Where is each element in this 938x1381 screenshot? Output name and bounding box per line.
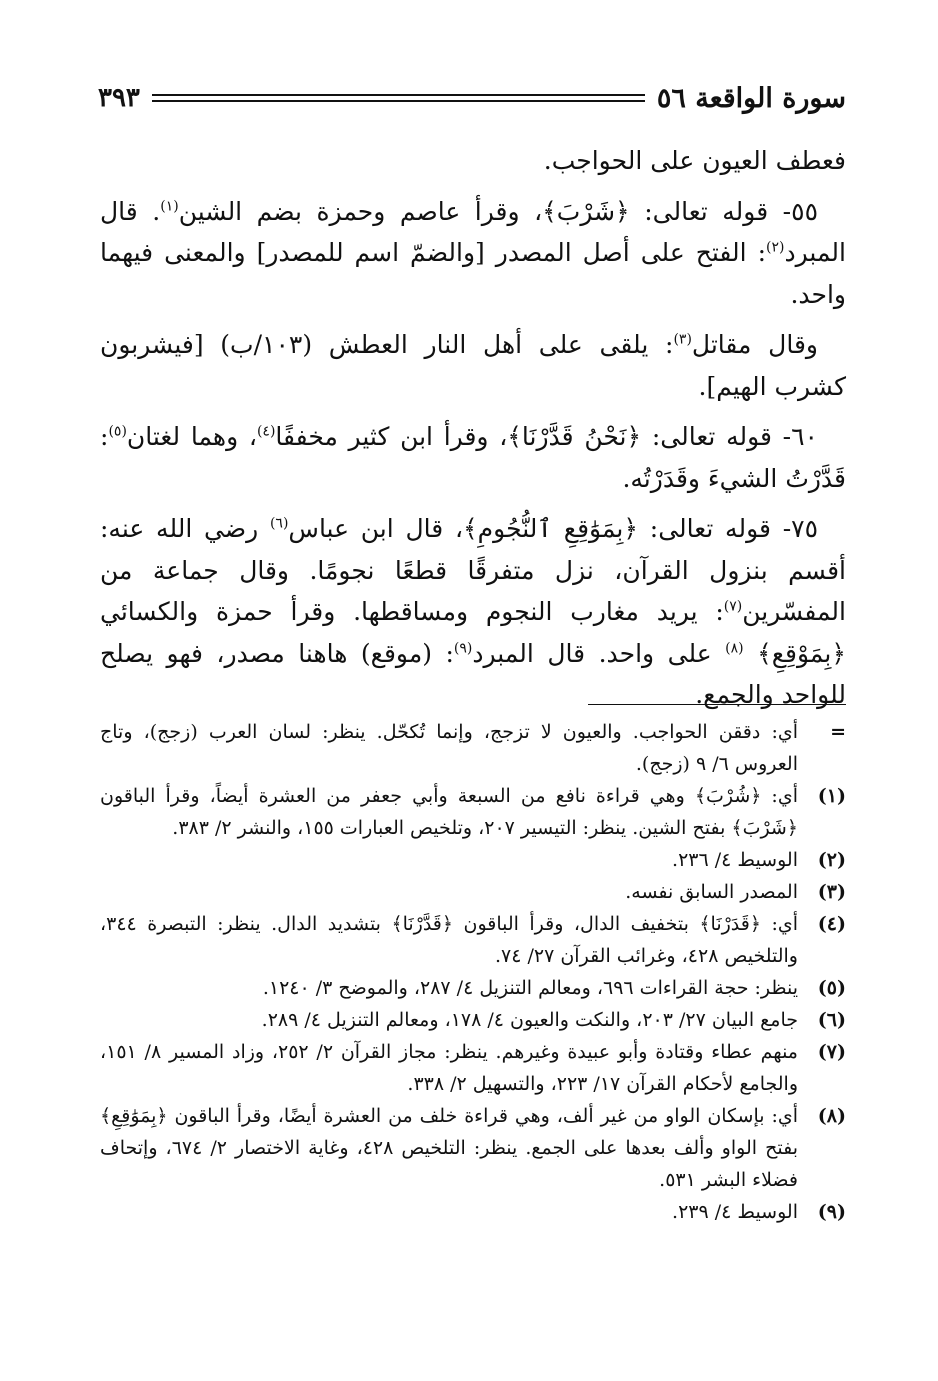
footnote [100, 844, 846, 876]
footnote-marker: = [830, 721, 846, 743]
footnote-marker: (١) [817, 785, 846, 807]
footnote-marker: (٣) [817, 881, 846, 903]
footnote [100, 972, 846, 1004]
footnote-marker: (٤) [817, 913, 846, 935]
footnote-text: الوسيط ٤/ ٢٣٦. [672, 849, 798, 871]
paragraph: ٦٠- قوله تعالى: ﴿نَحْنُ قَدَّرْنَا﴾، وقرأ ابن كثير مخففًا$^{(٤)}$، وهما لغتان$^{(٥)}$: قَدَّرْتُ الشيءَ وقَدَرْتُه. [100, 422, 846, 493]
footnote-text: المصدر السابق نفسه. [625, 881, 798, 903]
footnote [100, 876, 846, 908]
footnote-text: أي: بإسكان الواو من غير ألف، وهي قراءة خلف من العشرة أيضًا، وقرأ الباقون ﴿بِمَوَٰقِعِ﴾ بفتح الواو وألف بعدها على الجمع. ينظر: التلخيص ٤٢٨، وغاية الاختصار ٢/ ٦٧٤، وإتحاف فضلاء البشر ٥٣١. [100, 1105, 798, 1191]
paragraph: فعطف العيون على الحواجب. [543, 146, 846, 175]
footnote-marker: (٩) [817, 1201, 846, 1223]
footnote-text: أي: ﴿قَدَرْنَا﴾ بتخفيف الدال، وقرأ الباقون ﴿قَدَّرْنَا﴾ بتشديد الدال. ينظر: التبصرة ٣٤٤، والتلخيص ٤٢٨، وغرائب القرآن ٢٧/ ٧٤. [100, 913, 798, 967]
footnote-marker: (٥) [817, 977, 846, 999]
footnote [100, 716, 846, 780]
footnote-marker: (٧) [817, 1041, 846, 1063]
footnote [100, 1100, 846, 1196]
footnote-text: جامع البيان ٢٧/ ٢٠٣، والنكت والعيون ٤/ ١٧٨، ومعالم التنزيل ٤/ ٢٨٩. [261, 1009, 798, 1031]
footnote [100, 1004, 846, 1036]
running-header [98, 78, 846, 118]
footnote [100, 780, 846, 844]
footnote-text: ينظر: حجة القراءات ٦٩٦، ومعالم التنزيل ٤/ ٢٨٧، والموضح ٣/ ١٢٤٠. [262, 977, 798, 999]
footnote-marker: (٢) [817, 849, 846, 871]
main-text [100, 140, 846, 725]
paragraph: وقال مقاتل$^{(٣)}$: يلقى على أهل النار العطش (١٠٣/ب) [فيشربون كشرب الهيم]. [100, 330, 846, 401]
footnote-text: منهم عطاء وقتادة وأبو عبيدة وغيرهم. ينظر: مجاز القرآن ٢/ ٢٥٢، وزاد المسير ٨/ ١٥١، والجامع لأحكام القرآن ١٧/ ٢٢٣، والتسهيل ٢/ ٣٣٨. [100, 1041, 798, 1095]
footnote-marker: (٨) [817, 1105, 846, 1127]
footnote [100, 1036, 846, 1100]
footnotes [100, 716, 846, 1228]
page-number: ٣٩٣ [98, 83, 140, 113]
paragraph: ٧٥- قوله تعالى: ﴿بِمَوَٰقِعِ ٱلنُّجُومِ﴾، قال ابن عباس$^{(٦)}$ رضي الله عنه: أقسم بنزول القرآن، نزل متفرقًا قطعًا نجومًا. وقال جماعة من المفسّرين$^{(٧)}$: يريد مغارب النجوم ومساقطها. وقرأ حمزة والكسائي ﴿بِمَوْقِعِ﴾ $^{(٨)}$ على واحد. قال المبرد$^{(٩)}$: (موقع) هاهنا مصدر، فهو يصلح للواحد والجمع. [100, 514, 846, 709]
paragraph: ٥٥- قوله تعالى: ﴿شَرْبَ﴾، وقرأ عاصم وحمزة بضم الشين$^{(١)}$. قال المبرد$^{(٢)}$: الفتح على أصل المصدر [والضمّ اسم للمصدر] والمعنى فيهما واحد. [100, 196, 846, 309]
footnote [100, 908, 846, 972]
footnote [100, 1196, 846, 1228]
footnote-marker: (٦) [817, 1009, 846, 1031]
footnote-separator [588, 704, 846, 705]
sura-title: سورة الواقعة ٥٦ [656, 82, 846, 114]
footnote-text: أي: ﴿شُرْبَ﴾ وهي قراءة نافع من السبعة وأبي جعفر من العشرة أيضاً، وقرأ الباقون ﴿شَرْبَ﴾ بفتح الشين. ينظر: التيسير ٢٠٧، وتلخيص العبارات ١٥٥، والنشر ٢/ ٣٨٣. [100, 785, 798, 839]
header-double-rule [152, 94, 645, 102]
footnote-text: الوسيط ٤/ ٢٣٩. [672, 1201, 798, 1223]
footnote-text: أي: دققن الحواجب. والعيون لا تزجج، وإنما تُكحّل. ينظر: لسان العرب (زجج)، وتاج العروس ٦/ ٩ (زجج). [100, 721, 798, 775]
